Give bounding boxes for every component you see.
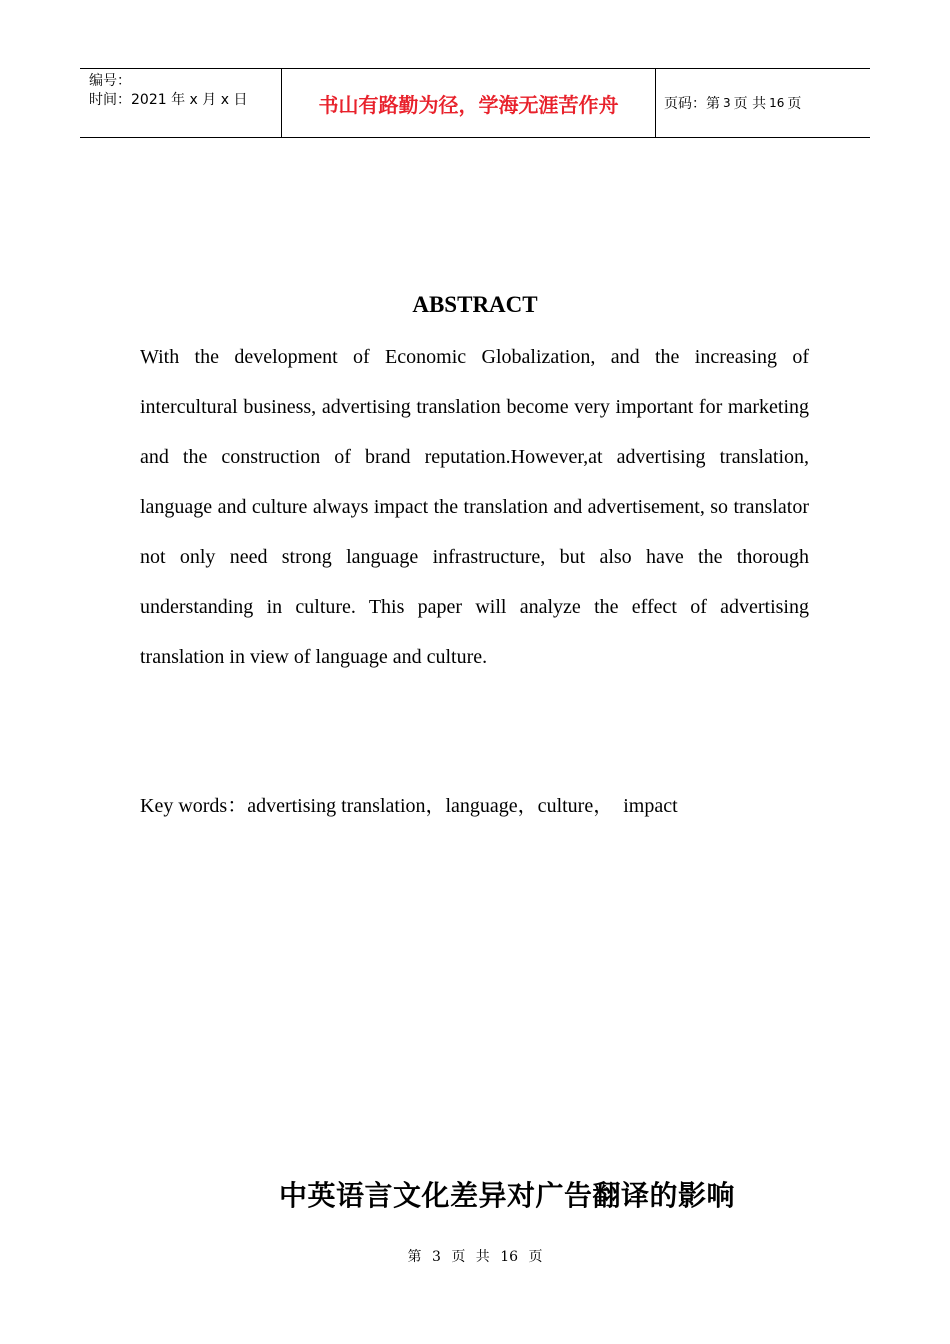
- footer-ye1: 页: [451, 1249, 466, 1265]
- doc-date: 时间：2021 年 x 月 x 日: [89, 92, 248, 108]
- header-meta: [89, 72, 247, 110]
- doc-number-label: 编号：: [89, 73, 131, 89]
- page-prefix: 页码：第: [664, 96, 720, 112]
- header-page-info: [664, 69, 801, 137]
- header-motto: 书山有路勤为径，学海无涯苦作舟: [318, 92, 619, 117]
- chinese-title: 中英语言文化差异对广告翻译的影响: [279, 1179, 736, 1212]
- page-total: 16: [769, 96, 785, 110]
- footer-di: 第: [407, 1249, 422, 1265]
- page-header: [80, 68, 870, 138]
- footer-current: 3: [431, 1249, 441, 1265]
- footer-total: 16: [500, 1249, 519, 1265]
- footer-ye2: 页: [528, 1249, 543, 1265]
- page-current: 3: [723, 96, 731, 110]
- header-divider-right: [655, 69, 656, 137]
- page-suffix: 页: [787, 96, 802, 112]
- abstract-title: ABSTRACT: [412, 292, 538, 317]
- page-mid: 页 共: [733, 96, 767, 112]
- footer-gong: 共: [475, 1249, 490, 1265]
- abstract-body: With the development of Economic Globalization, and the increasing of intercultural business, advertising translation become very important for marketing and the construction of brand reputation.However,at advertising translation, language and culture always impact the translation and advertisement, so translator not only need strong language infrastructure, but also have the thorough understanding in culture. This paper will analyze the effect of advertising translation in view of language and culture.: [140, 346, 809, 668]
- keywords: Key words：advertising translation，language，culture， impact: [140, 795, 678, 817]
- page-footer: [0, 1246, 950, 1266]
